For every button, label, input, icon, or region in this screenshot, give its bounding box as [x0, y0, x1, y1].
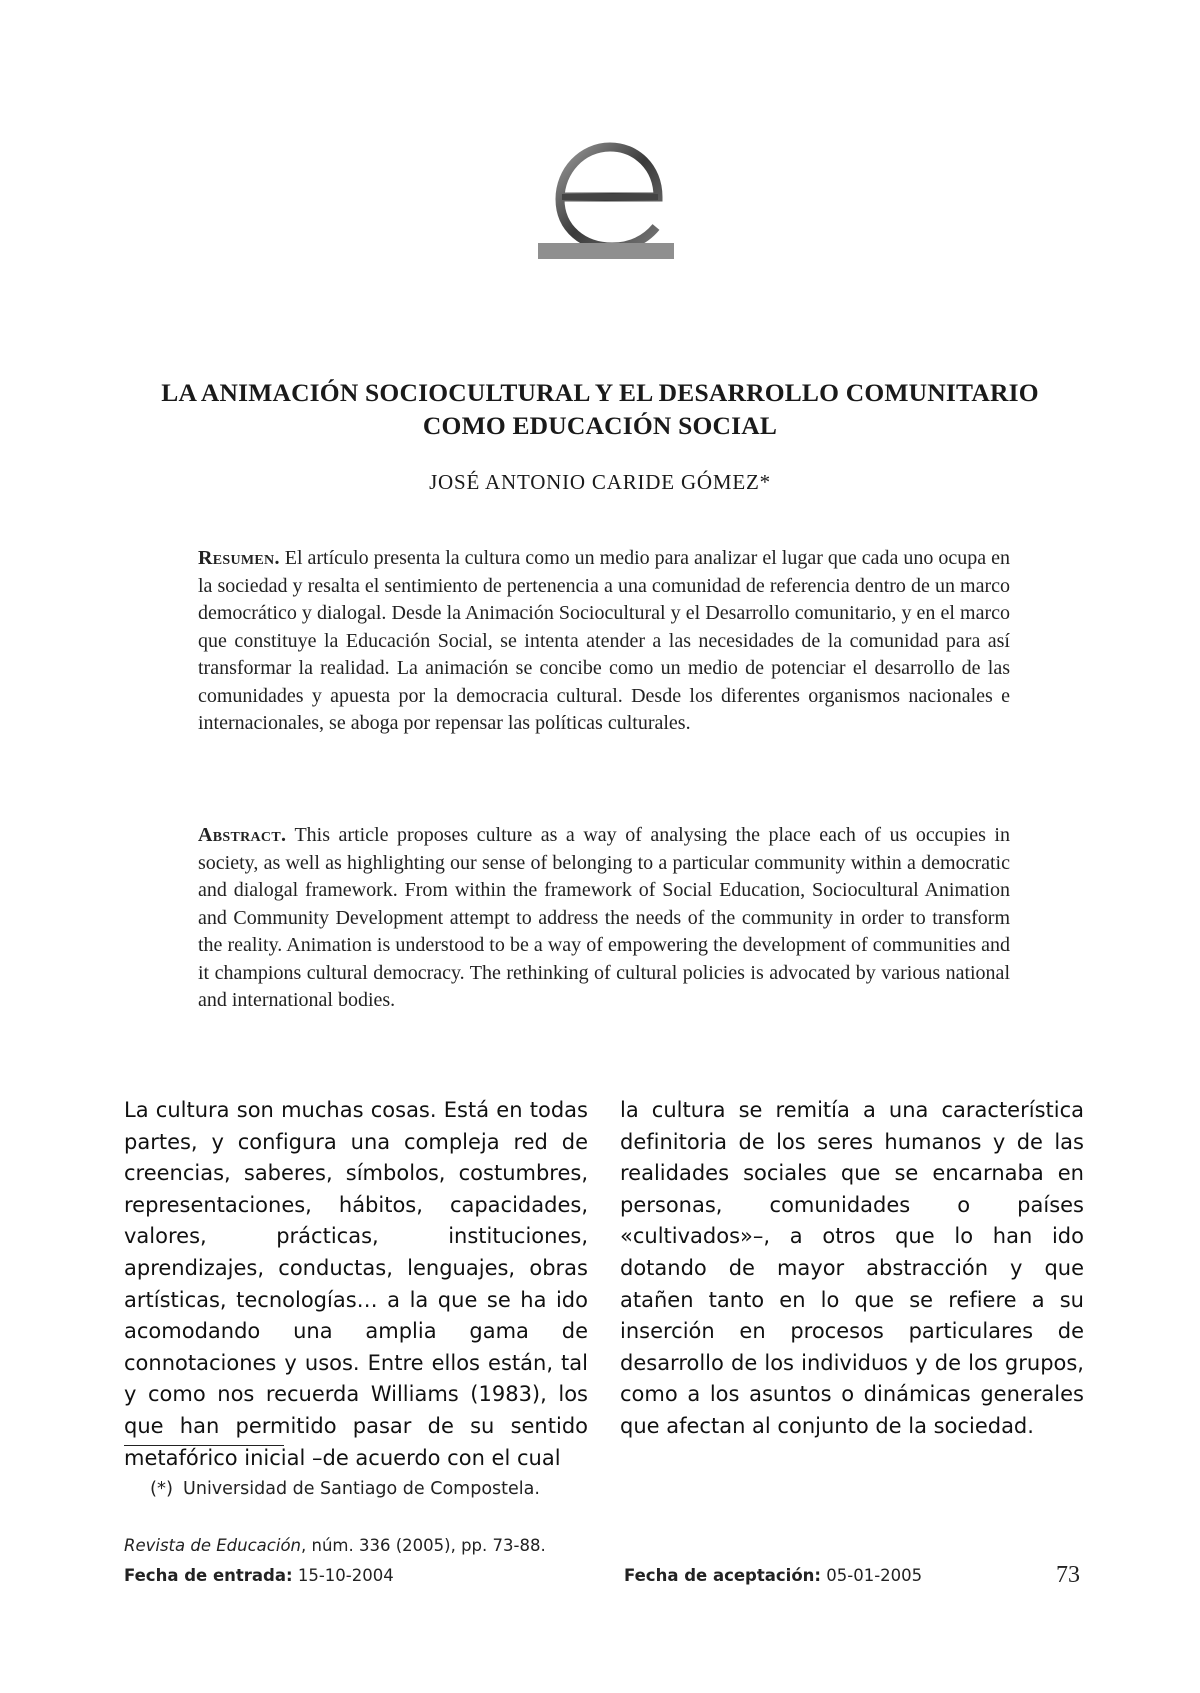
body-paragraph-left: La cultura son muchas cosas. Está en todas partes, y configura una compleja red de creencias, saberes, símbolos, costumbres, representaciones, hábitos, capacidades, valores, prácticas, instituciones, aprendizajes, conductas, lenguajes, obras artísticas, tecnologías… a la que se ha ido acomodando una amplia gama de connotaciones y usos. Entre ellos están, tal y como nos recuerda Williams (1983), los que han permitido pasar de su sentido metafórico inicial –de acuerdo con el cual [124, 1098, 588, 1470]
title-line-2: COMO EDUCACIÓN SOCIAL [422, 411, 778, 440]
date-accepted [624, 1566, 922, 1585]
resumen-text: El artículo presenta la cultura como un medio para analizar el lugar que cada uno ocupa en la sociedad y resalta el sentimiento de pertenencia a una comunidad de referencia dentro de un marco democrático y dialogal. Desde la Animación Sociocultural y el Desarrollo comunitario, y en el marco que constituye la Educación Social, se intenta atender a las necesidades de la comunidad para así transformar la realidad. La animación se concibe como un medio de potenciar el desarrollo de las comunidades y apuesta por la democracia cultural. Desde los diferentes organismos nacionales e internacionales, se aboga por repensar las políticas culturales. [198, 547, 1010, 734]
date-received [124, 1566, 394, 1585]
date-accepted-value: 05-01-2005 [821, 1566, 923, 1585]
citation-details: , núm. 336 (2005), pp. 73-88. [301, 1536, 546, 1555]
body-column-left [124, 1095, 588, 1474]
abstract-text: This article proposes culture as a way of analysing the place each of us occupies in society, as well as highlighting our sense of belonging to a particular community within a democratic and dialogal framework. From within the framework of Social Education, Sociocultural Animation and Community Development attempt to address the needs of the community in order to transform the reality. Animation is understood to be a way of empowering the development of communities and it champions cultural democracy. The rethinking of cultural policies is advocated by various national and international bodies. [198, 824, 1010, 1011]
dates-row [124, 1564, 1080, 1592]
title-line-1: LA ANIMACIÓN SOCIOCULTURAL Y EL DESARROLLO COMUNITARIO [161, 378, 1039, 407]
date-received-value: 15-10-2004 [292, 1566, 394, 1585]
abstract-block [198, 822, 1010, 1015]
logo-underline-bar [538, 243, 674, 259]
resumen-block [198, 545, 1010, 738]
date-received-label: Fecha de entrada: [124, 1566, 293, 1585]
footnote [150, 1478, 540, 1499]
author-name: JOSÉ ANTONIO CARIDE GÓMEZ* [429, 470, 771, 494]
article-title [100, 376, 1100, 442]
page-number: 73 [1056, 1562, 1080, 1588]
footnote-rule [124, 1445, 284, 1446]
footnote-mark: (*) [150, 1478, 174, 1499]
body-column-right [620, 1095, 1084, 1443]
abstract-label: Abstract. [198, 824, 287, 846]
journal-citation [124, 1536, 546, 1555]
journal-e-logo-icon [540, 135, 680, 260]
journal-name: Revista de Educación [124, 1536, 302, 1555]
resumen-label: Resumen. [198, 547, 280, 569]
body-paragraph-right: la cultura se remitía a una característica definitoria de los seres humanos y de las realidades sociales que se encarnaba en personas, comunidades o países «cultivados»–, a otros que lo han ido dotando de mayor abstracción y que atañen tanto en lo que se refiere a su inserción en procesos particulares de desarrollo de los individuos y de los grupos, como a los asuntos o dinámicas generales que afectan al conjunto de la sociedad. [620, 1098, 1084, 1438]
footnote-text: Universidad de Santiago de Compostela. [183, 1479, 540, 1499]
date-accepted-label: Fecha de aceptación: [624, 1566, 822, 1585]
